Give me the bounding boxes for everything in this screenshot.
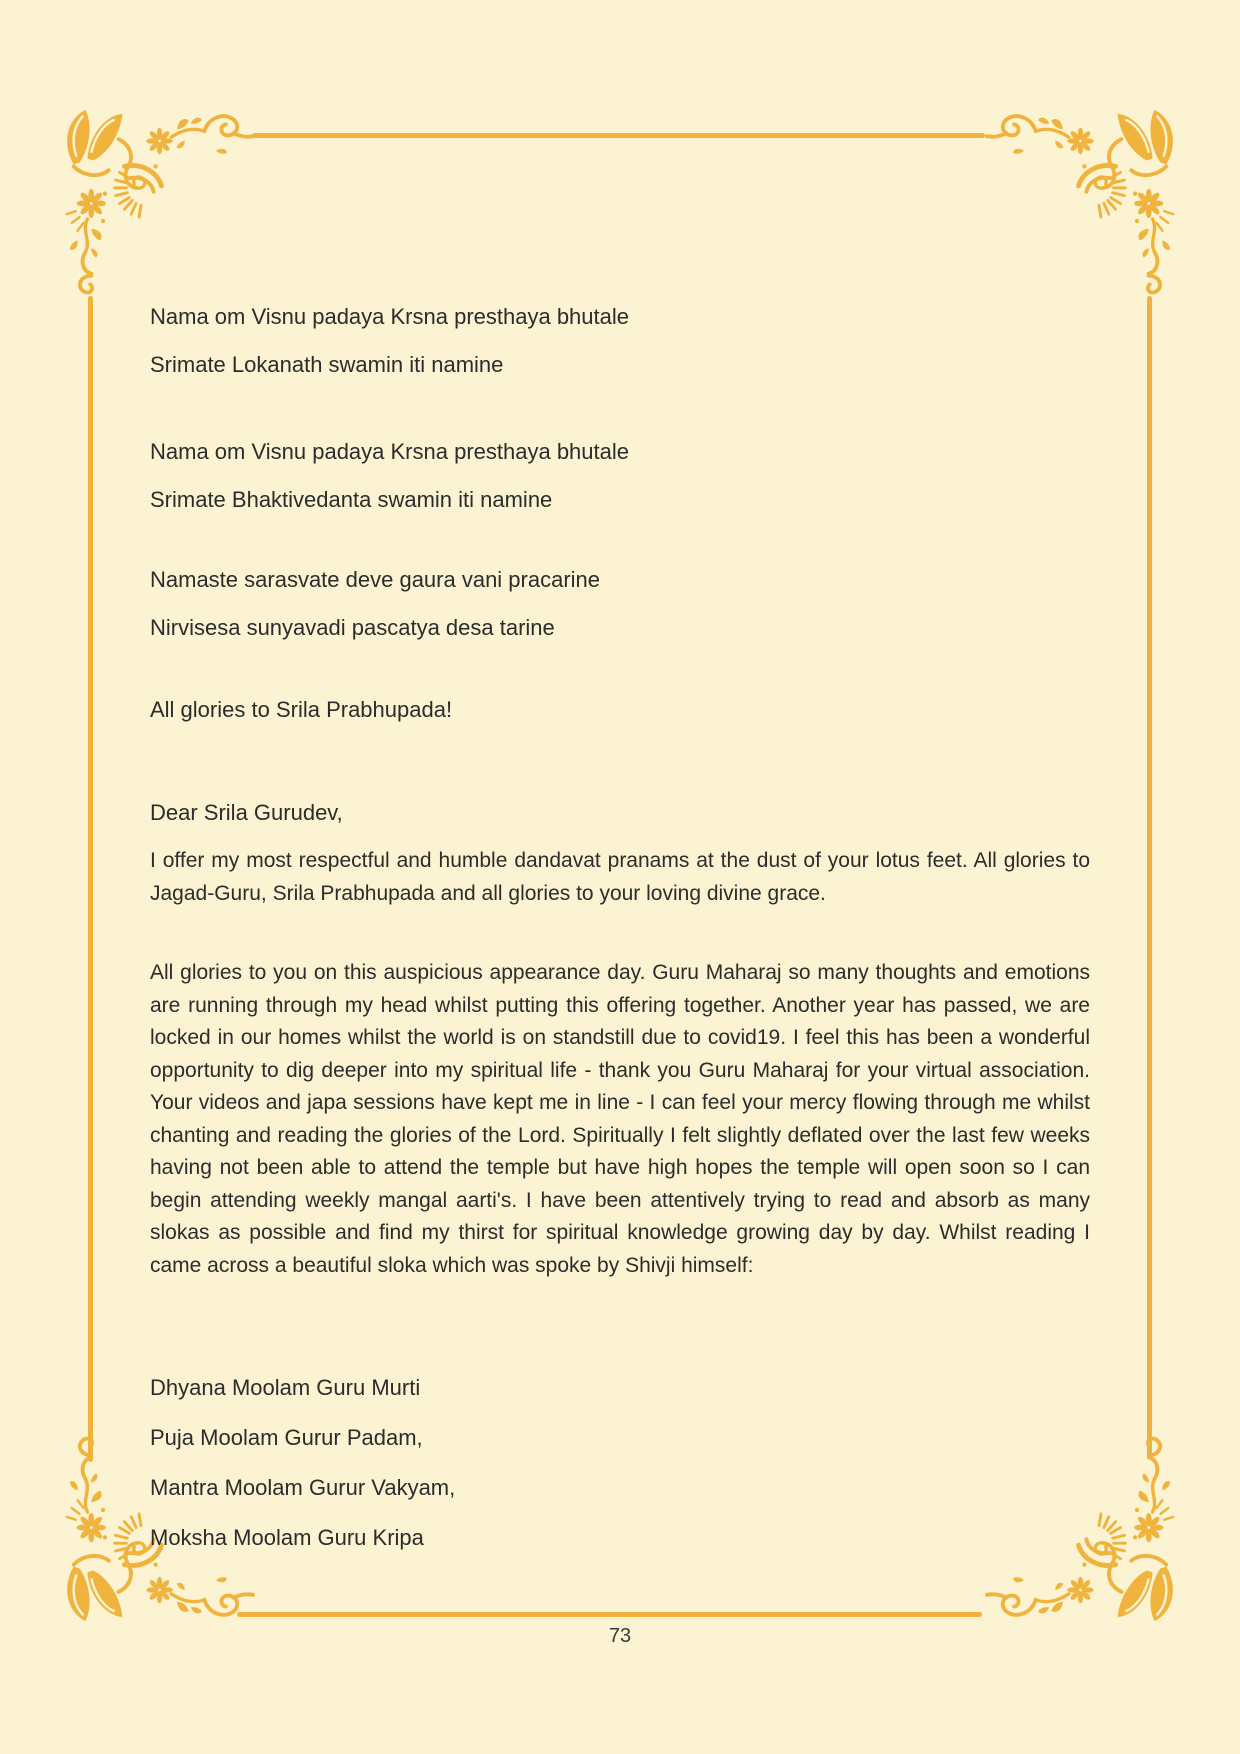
sloka-line: Dhyana Moolam Guru Murti [150,1375,421,1400]
invocation-verse-1 [150,293,1090,389]
page-number: 73 [608,1625,632,1647]
sloka-line: Mantra Moolam Gurur Vakyam, [150,1475,456,1500]
frame-border-left [88,296,93,1462]
frame-border-right [1147,296,1152,1458]
glories-line: All glories to Srila Prabhupada! [150,697,453,722]
sloka-verse [150,1363,1090,1563]
verse-line: Nirvisesa sunyavadi pascatya desa tarine [150,615,555,640]
verse-line: Srimate Bhaktivedanta swamin iti namine [150,487,553,512]
sloka-line: Puja Moolam Gurur Padam, [150,1425,423,1450]
verse-line: Nama om Visnu padaya Krsna presthaya bhutale [150,304,629,329]
verse-line: Srimate Lokanath swamin iti namine [150,352,504,377]
verse-line: Nama om Visnu padaya Krsna presthaya bhutale [150,439,629,464]
invocation-verse-2 [150,428,1090,524]
frame-border-bottom [237,1612,982,1617]
verse-line: Namaste sarasvate deve gaura vani pracarine [150,567,601,592]
corner-flourish-ornament-top-left [62,104,257,299]
letter-paragraph-1: I offer my most respectful and humble dandavat pranams at the dust of your lotus feet. All glories to Jagad-Guru, Srila Prabhupada and all glories to your loving divine grace. [150,849,1090,905]
frame-border-top [252,133,985,138]
sloka-line: Moksha Moolam Guru Kripa [150,1525,424,1550]
letter-paragraph-2: All glories to you on this auspicious appearance day. Guru Maharaj so many thoughts and emotions are running through my head whilst putting this offering together. Another year has passed, we are locked in our homes whilst the world is on standstill due to covid19. I feel this has been a wonderful opportunity to dig deeper into my spiritual life - thank you Guru Maharaj for your virtual association. Your videos and japa sessions have kept me in line - I can feel your mercy flowing through me whilst chanting and reading the glories of the Lord. Spiritually I felt slightly deflated over the last few weeks having not been able to attend the temple but have high hopes the temple will open soon so I can begin attending weekly mangal aarti's. I have been attentively trying to read and absorb as many slokas as possible and find my thirst for spiritual knowledge growing day by day. Whilst reading I came across a beautiful sloka which was spoke by Shivji himself: [150,961,1090,1277]
salutation-line: Dear Srila Gurudev, [150,800,343,825]
corner-flourish-ornament-top-right [983,104,1178,299]
invocation-verse-3 [150,556,1090,652]
